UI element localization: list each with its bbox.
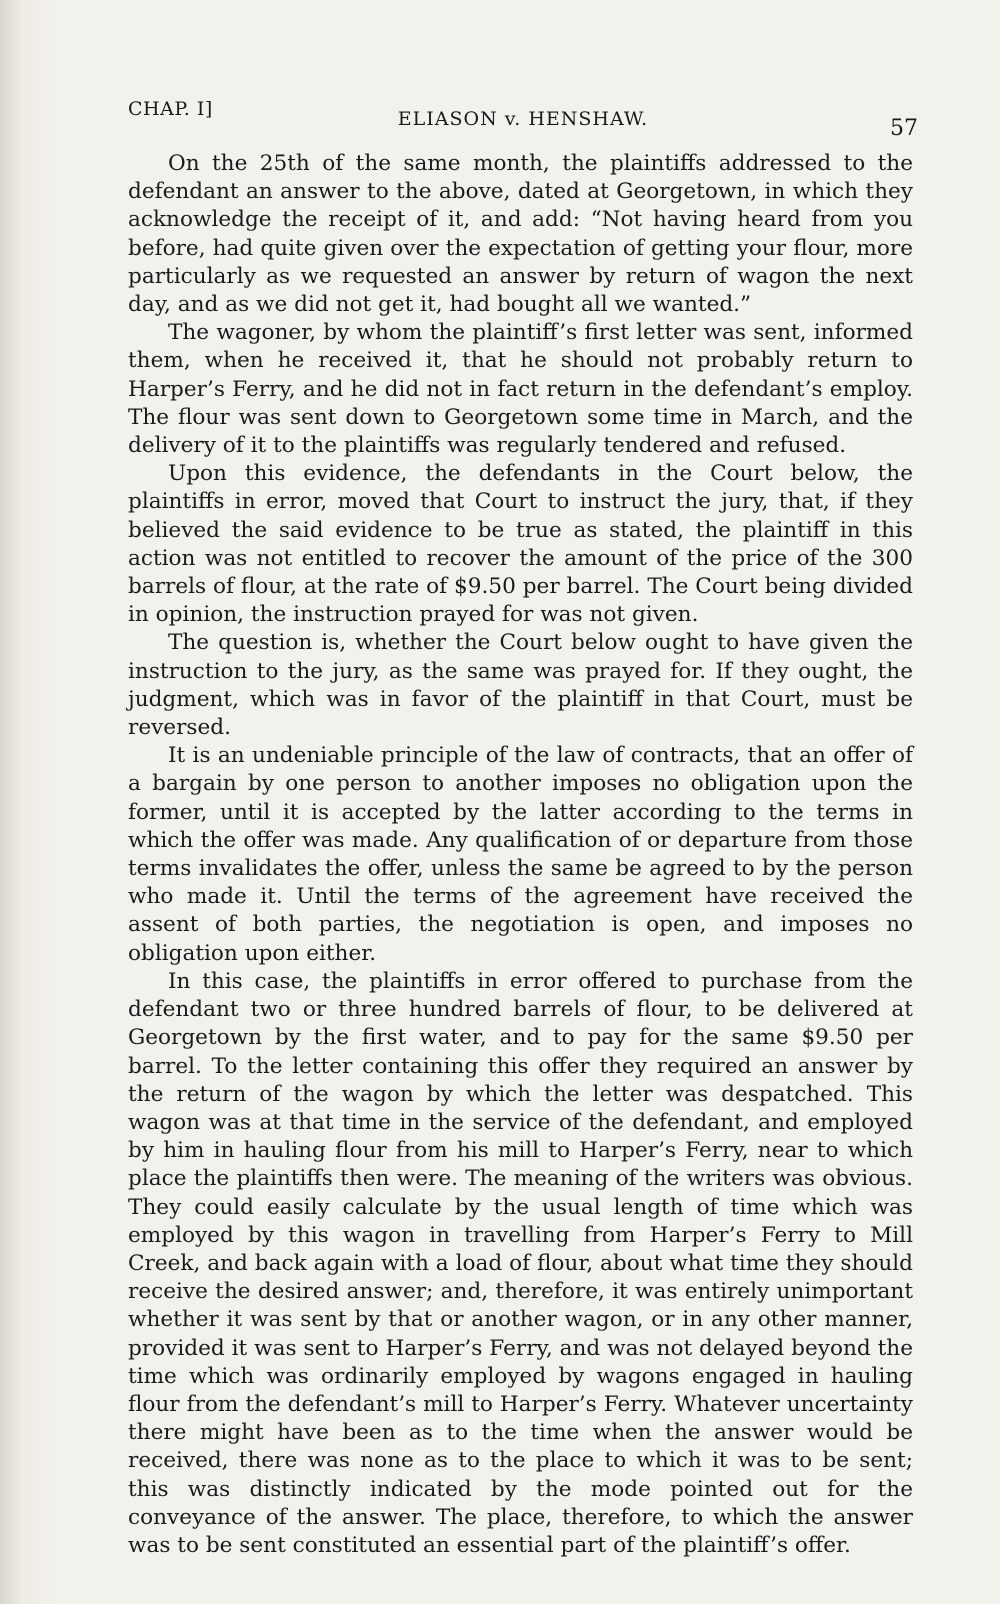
running-header: [128, 94, 918, 141]
paragraph: The question is, whether the Court below ought to have given the instruction to the jury, as the same was prayed for. If they ought, the judgment, which was in favor of the plaintiff in that Court, must be reversed.: [128, 630, 913, 741]
paragraph: It is an undeniable principle of the law of contracts, that an offer of a bargain by one person to another imposes no obligation upon the former, until it is accepted by the latter according to the terms in which the offer was made. Any qualification of or departure from those terms invalidates the offer, unless the same be agreed to by the person who made it. Until the terms of the agreement have received the assent of both parties, the negotiation is open, and imposes no obligation upon either.: [128, 743, 913, 966]
body-text: [128, 150, 913, 1560]
paragraph: On the 25th of the same month, the plaintiffs addressed to the defendant an answer to the above, dated at Georgetown, in which they acknowledge the receipt of it, and add: “Not having heard from you before, had quite given over the expectation of getting your flour, more particularly as we requested an answer by return of wagon the next day, and as we did not get it, had bought all we wanted.”: [128, 151, 913, 318]
paragraph: The wagoner, by whom the plaintiff’s first letter was sent, informed them, when he received it, that he should not probably return to Harper’s Ferry, and he did not in fact return in the defendant’s employ. The flour was sent down to Georgetown some time in March, and the delivery of it to the plaintiffs was regularly tendered and refused.: [128, 320, 913, 459]
running-title: ELIASON v. HENSHAW.: [397, 108, 649, 130]
paragraph: Upon this evidence, the defendants in the Court below, the plaintiffs in error, moved that Court to instruct the jury, that, if they believed the said evidence to be true as stated, the plaintiff in this action was not entitled to recover the amount of the price of the 300 barrels of flour, at the rate of $9.50 per barrel. The Court being divided in opinion, the instruction prayed for was not given.: [128, 461, 913, 628]
page-number: 57: [890, 116, 918, 141]
chapter-label: CHAP. I]: [128, 98, 213, 120]
paragraph: In this case, the plaintiffs in error offered to purchase from the defendant two or three hundred barrels of flour, to be delivered at Georgetown by the first water, and to pay for the same $9.50 per barrel. To the letter containing this offer they required an answer by the return of the wagon by which the letter was despatched. This wagon was at that time in the service of the defendant, and employed by him in hauling flour from his mill to Harper’s Ferry, near to which place the plaintiffs then were. The meaning of the writers was obvious. They could easily calculate by the usual length of time which was employed by this wagon in travelling from Harper’s Ferry to Mill Creek, and back again with a load of flour, about what time they should receive the desired answer; and, therefore, it was entirely unimportant whether it was sent by that or another wagon, or in any other manner, provided it was sent to Harper’s Ferry, and was not delayed beyond the time which was ordinarily employed by wagons engaged in hauling flour from the defendant’s mill to Harper’s Ferry. Whatever uncertainty there might have been as to the time when the answer would be received, there was none as to the place to which it was to be sent; this was distinctly indicated by the mode pointed out for the conveyance of the answer. The place, therefore, to which the answer was to be sent constituted an essential part of the plaintiff’s offer.: [128, 968, 913, 1558]
